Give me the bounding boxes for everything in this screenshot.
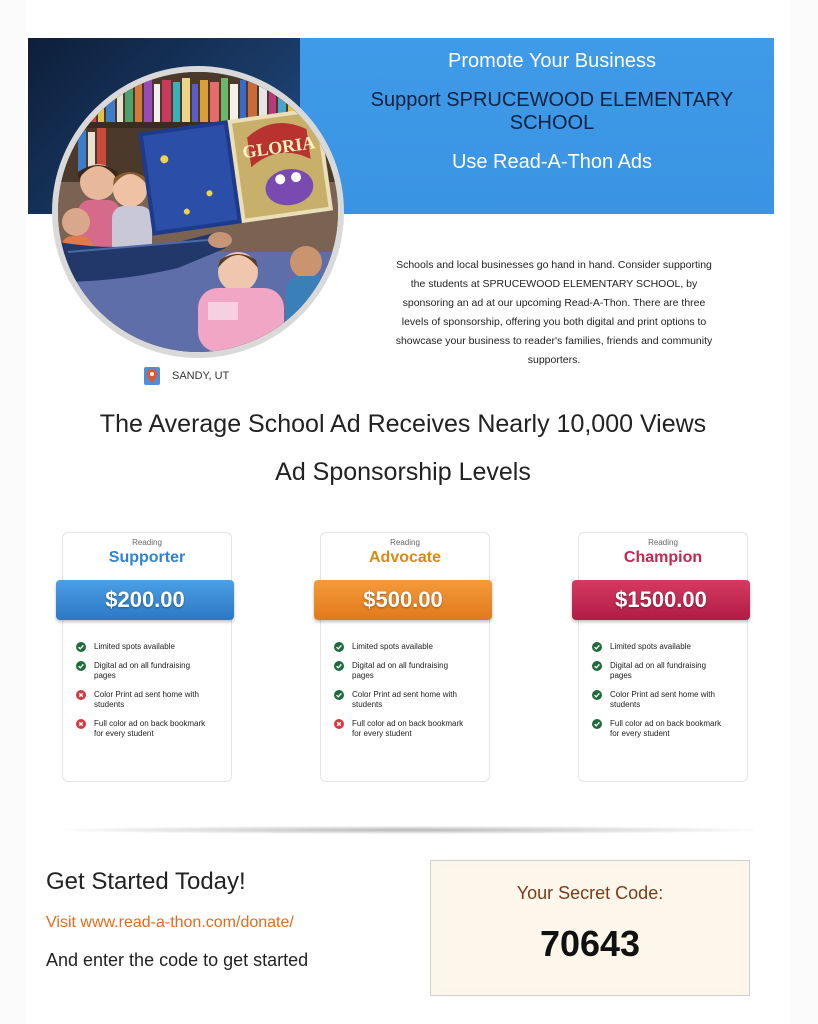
secret-code-box xyxy=(430,860,750,996)
book-title: GLORIA xyxy=(241,132,317,163)
intro-line: supporters. xyxy=(527,354,581,366)
check-icon xyxy=(592,661,602,671)
card-level-title: Supporter xyxy=(108,549,186,566)
card-champion xyxy=(572,532,742,782)
banner-line-use: Use Read-A-Thon Ads xyxy=(451,151,653,173)
card-price-banner: $1500.00 xyxy=(572,580,750,620)
feature-item xyxy=(76,661,232,681)
subhead: Ad Sponsorship Levels xyxy=(275,458,531,486)
feature-text: Full color ad on back bookmark for every student xyxy=(352,719,464,738)
feature-text: Limited spots available xyxy=(94,642,175,651)
feature-text: Color Print ad sent home with students xyxy=(94,690,199,709)
cross-icon xyxy=(334,719,344,729)
intro-line: showcase your business to reader's families, friends and community xyxy=(395,335,713,347)
check-icon xyxy=(334,661,344,671)
get-started-title: Get Started Today! xyxy=(46,868,246,895)
feature-item xyxy=(592,690,748,710)
feature-text: Digital ad on all fundraising pages xyxy=(610,661,707,680)
banner-line-support-a: Support SPRUCEWOOD ELEMENTARY xyxy=(370,89,734,111)
check-icon xyxy=(76,661,86,671)
intro-paragraph xyxy=(368,256,740,370)
feature-text: Digital ad on all fundraising pages xyxy=(94,661,191,680)
location-text: SANDY, UT xyxy=(172,370,230,382)
banner-line-support xyxy=(322,89,782,135)
check-icon xyxy=(334,642,344,652)
check-icon xyxy=(592,690,602,700)
card-advocate xyxy=(314,532,484,782)
classroom-photo-illustration xyxy=(58,72,338,352)
section-divider xyxy=(64,826,754,834)
feature-text: Limited spots available xyxy=(610,642,691,651)
card-reading-label: Reading xyxy=(390,538,420,547)
feature-item xyxy=(76,719,232,739)
intro-line: the students at SPRUCEWOOD ELEMENTARY SCHOOL, by xyxy=(410,278,698,290)
feature-item xyxy=(592,719,748,739)
map-pin-icon xyxy=(144,367,160,385)
intro-line: levels of sponsorship, offering you both digital and print options to xyxy=(401,316,707,328)
feature-item xyxy=(334,661,490,681)
headline: The Average School Ad Receives Nearly 10,000 Views xyxy=(99,410,707,438)
intro-line: sponsoring an ad at our upcoming Read-A-Thon. There are three xyxy=(402,297,706,309)
banner-line-support-b: SCHOOL xyxy=(509,112,595,134)
check-icon xyxy=(76,642,86,652)
feature-text: Limited spots available xyxy=(352,642,433,651)
feature-item xyxy=(76,690,232,710)
card-price-banner: $500.00 xyxy=(314,580,492,620)
card-reading-label: Reading xyxy=(132,538,162,547)
feature-text: Full color ad on back bookmark for every student xyxy=(94,719,206,738)
cross-icon xyxy=(76,690,86,700)
secret-code-label: Your Secret Code: xyxy=(516,883,664,903)
cross-icon xyxy=(76,719,86,729)
donate-link[interactable]: Visit www.read-a-thon.com/donate/ xyxy=(46,914,294,931)
banner-line-promote: Promote Your Business xyxy=(448,50,656,72)
feature-item xyxy=(592,661,748,681)
card-level-title: Champion xyxy=(623,549,703,566)
feature-item xyxy=(334,642,490,652)
check-icon xyxy=(592,719,602,729)
check-icon xyxy=(592,642,602,652)
location xyxy=(144,367,229,385)
card-feature-list xyxy=(334,642,490,748)
feature-text: Color Print ad sent home with students xyxy=(610,690,715,709)
banner-text xyxy=(322,50,782,174)
feature-text: Color Print ad sent home with students xyxy=(352,690,457,709)
feature-item xyxy=(76,642,232,652)
classroom-photo xyxy=(52,66,344,358)
card-price-banner: $200.00 xyxy=(56,580,234,620)
secret-code-value: 70643 xyxy=(539,923,641,964)
feature-item xyxy=(592,642,748,652)
card-feature-list xyxy=(592,642,748,748)
feature-item xyxy=(334,690,490,710)
feature-text: Digital ad on all fundraising pages xyxy=(352,661,449,680)
feature-item xyxy=(334,719,490,739)
get-started-instructions: And enter the code to get started xyxy=(46,950,309,970)
check-icon xyxy=(334,690,344,700)
card-supporter xyxy=(56,532,226,782)
intro-line: Schools and local businesses go hand in hand. Consider supporting xyxy=(396,259,712,271)
card-reading-label: Reading xyxy=(648,538,678,547)
card-feature-list xyxy=(76,642,232,748)
feature-text: Full color ad on back bookmark for every student xyxy=(610,719,722,738)
card-level-title: Advocate xyxy=(368,549,442,566)
